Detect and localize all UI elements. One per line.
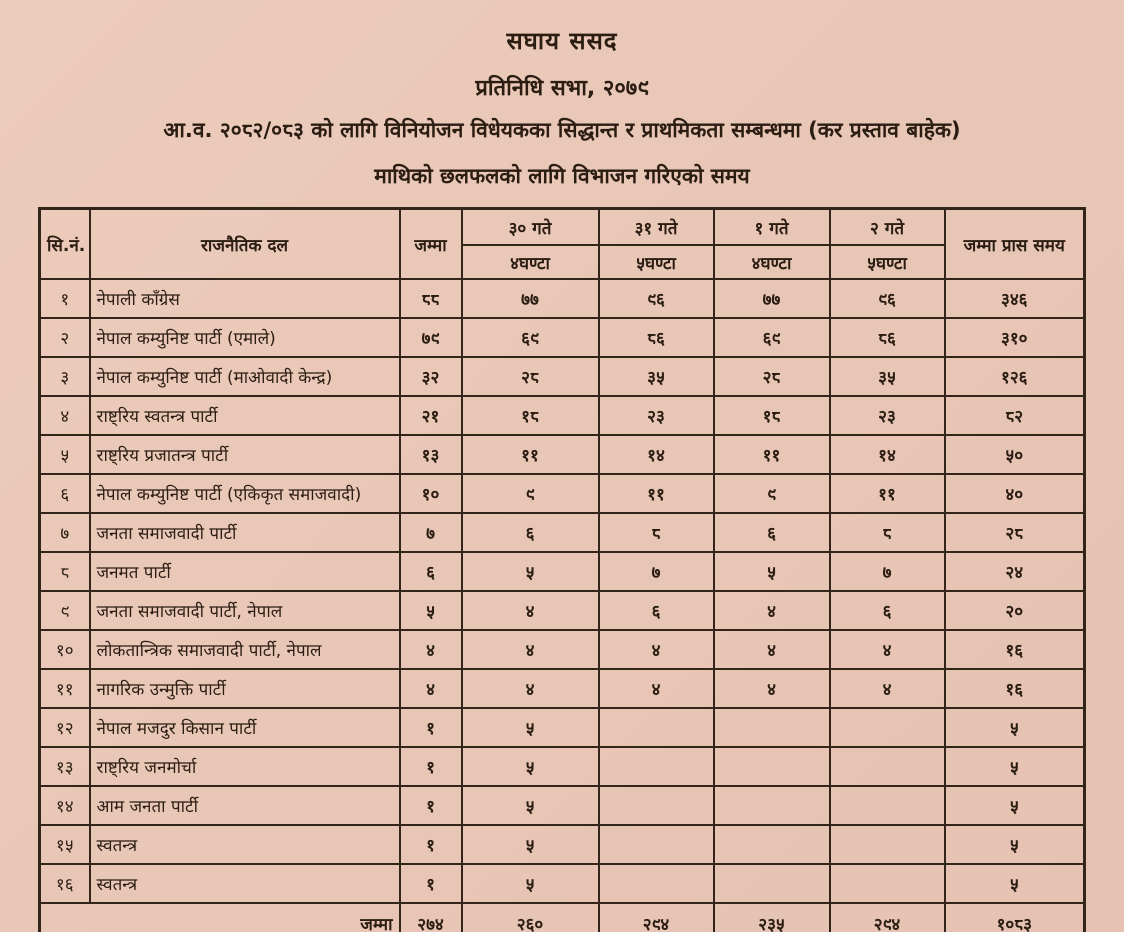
total-row bbox=[40, 903, 1085, 932]
cell-total: ८८ bbox=[400, 279, 462, 318]
cell-party: जनता समाजवादी पार्टी, नेपाल bbox=[90, 591, 400, 630]
cell-day30: ६९ bbox=[462, 318, 599, 357]
cell-day1: २८ bbox=[714, 357, 830, 396]
cell-grand-total: २८ bbox=[945, 513, 1085, 552]
cell-grand-total: ५ bbox=[945, 747, 1085, 786]
cell-day2: ४ bbox=[830, 630, 945, 669]
cell-grand-total: १२६ bbox=[945, 357, 1085, 396]
cell-sn: १६ bbox=[40, 864, 90, 903]
header-hours-1: ४घण्टा bbox=[714, 245, 830, 279]
table-header bbox=[40, 209, 1085, 280]
cell-sn: २ bbox=[40, 318, 90, 357]
cell-day31 bbox=[599, 786, 714, 825]
cell-day31 bbox=[599, 708, 714, 747]
cell-sn: ३ bbox=[40, 357, 90, 396]
cell-total: १ bbox=[400, 825, 462, 864]
cell-grand-total: ४० bbox=[945, 474, 1085, 513]
cell-day2 bbox=[830, 747, 945, 786]
cell-day1: ५ bbox=[714, 552, 830, 591]
cell-total: १० bbox=[400, 474, 462, 513]
cell-day30: ४ bbox=[462, 630, 599, 669]
cell-grand-total: ३१० bbox=[945, 318, 1085, 357]
cell-total: ७ bbox=[400, 513, 462, 552]
cell-party: स्वतन्त्र bbox=[90, 825, 400, 864]
cell-party: नेपाल मजदुर किसान पार्टी bbox=[90, 708, 400, 747]
cell-day2: ८६ bbox=[830, 318, 945, 357]
cell-day30: ५ bbox=[462, 708, 599, 747]
table-row bbox=[40, 864, 1085, 903]
header-date-30: ३० गते bbox=[462, 209, 599, 246]
header-hours-2: ५घण्टा bbox=[830, 245, 945, 279]
cell-day2: ८ bbox=[830, 513, 945, 552]
header-sn: सि.नं. bbox=[40, 209, 90, 280]
cell-day2 bbox=[830, 786, 945, 825]
cell-grand-total: ५ bbox=[945, 786, 1085, 825]
table-row bbox=[40, 396, 1085, 435]
cell-day1: ७७ bbox=[714, 279, 830, 318]
table-row bbox=[40, 279, 1085, 318]
cell-sn: १३ bbox=[40, 747, 90, 786]
cell-party: नेपाल कम्युनिष्ट पार्टी (माओवादी केन्द्र) bbox=[90, 357, 400, 396]
cell-day1: ११ bbox=[714, 435, 830, 474]
header-grand-total: जम्मा प्रास समय bbox=[945, 209, 1085, 280]
total-grand: १०८३ bbox=[945, 903, 1085, 932]
table-row bbox=[40, 513, 1085, 552]
total-label: जम्मा bbox=[40, 903, 400, 932]
cell-day1: ४ bbox=[714, 630, 830, 669]
total-day31: २९४ bbox=[599, 903, 714, 932]
cell-day1 bbox=[714, 747, 830, 786]
cell-sn: ११ bbox=[40, 669, 90, 708]
cell-day2 bbox=[830, 708, 945, 747]
cell-day2: ११ bbox=[830, 474, 945, 513]
table-row bbox=[40, 708, 1085, 747]
header-date-1: १ गते bbox=[714, 209, 830, 246]
cell-sn: ९ bbox=[40, 591, 90, 630]
cell-day1: ६ bbox=[714, 513, 830, 552]
cell-day31: ३५ bbox=[599, 357, 714, 396]
cell-day30: ११ bbox=[462, 435, 599, 474]
cell-day30: २८ bbox=[462, 357, 599, 396]
cell-sn: १५ bbox=[40, 825, 90, 864]
total-day2: २९४ bbox=[830, 903, 945, 932]
cell-party: स्वतन्त्र bbox=[90, 864, 400, 903]
cell-day30: ५ bbox=[462, 825, 599, 864]
header-hours-30: ४घण्टा bbox=[462, 245, 599, 279]
cell-sn: १ bbox=[40, 279, 90, 318]
cell-sn: ८ bbox=[40, 552, 90, 591]
cell-sn: ४ bbox=[40, 396, 90, 435]
total-day30: २६० bbox=[462, 903, 599, 932]
table-row bbox=[40, 825, 1085, 864]
cell-sn: १२ bbox=[40, 708, 90, 747]
cell-day1: १८ bbox=[714, 396, 830, 435]
header-total: जम्मा bbox=[400, 209, 462, 280]
cell-day2: ४ bbox=[830, 669, 945, 708]
cell-day30: ४ bbox=[462, 669, 599, 708]
document-subtitle: प्रतिनिधि सभा, २०७९ bbox=[475, 76, 649, 101]
cell-day2: ६ bbox=[830, 591, 945, 630]
cell-total: ५ bbox=[400, 591, 462, 630]
total-day1: २३५ bbox=[714, 903, 830, 932]
cell-grand-total: ५० bbox=[945, 435, 1085, 474]
cell-day2: २३ bbox=[830, 396, 945, 435]
cell-day31: ९६ bbox=[599, 279, 714, 318]
cell-party: जनमत पार्टी bbox=[90, 552, 400, 591]
cell-grand-total: ३४६ bbox=[945, 279, 1085, 318]
cell-grand-total: १६ bbox=[945, 669, 1085, 708]
document-heading-line1: आ.व. २०८२/०८३ को लागि विनियोजन विधेयकका सिद्धान्त र प्राथमिकता सम्बन्धमा (कर प्रस्ताव बाहेक) bbox=[163, 118, 961, 142]
cell-total: ४ bbox=[400, 669, 462, 708]
cell-party: नेपाल कम्युनिष्ट पार्टी (एमाले) bbox=[90, 318, 400, 357]
cell-sn: १० bbox=[40, 630, 90, 669]
cell-total: ३२ bbox=[400, 357, 462, 396]
cell-day1: ४ bbox=[714, 591, 830, 630]
cell-day31: ४ bbox=[599, 630, 714, 669]
table-row bbox=[40, 669, 1085, 708]
cell-day1 bbox=[714, 825, 830, 864]
total-seats: २७४ bbox=[400, 903, 462, 932]
table-row bbox=[40, 747, 1085, 786]
cell-day1 bbox=[714, 864, 830, 903]
header-date-2: २ गते bbox=[830, 209, 945, 246]
cell-day2: ७ bbox=[830, 552, 945, 591]
cell-grand-total: ८२ bbox=[945, 396, 1085, 435]
table-row bbox=[40, 786, 1085, 825]
cell-sn: ५ bbox=[40, 435, 90, 474]
cell-day1 bbox=[714, 708, 830, 747]
cell-day30: ५ bbox=[462, 747, 599, 786]
cell-day2: ९६ bbox=[830, 279, 945, 318]
cell-day31 bbox=[599, 747, 714, 786]
cell-day31: ११ bbox=[599, 474, 714, 513]
cell-day30: ४ bbox=[462, 591, 599, 630]
cell-day30: ५ bbox=[462, 864, 599, 903]
cell-total: १ bbox=[400, 864, 462, 903]
cell-total: १ bbox=[400, 786, 462, 825]
cell-day1: ९ bbox=[714, 474, 830, 513]
header-hours-31: ५घण्टा bbox=[599, 245, 714, 279]
cell-day2: ३५ bbox=[830, 357, 945, 396]
table-row bbox=[40, 552, 1085, 591]
table-footer bbox=[40, 903, 1085, 932]
cell-day1 bbox=[714, 786, 830, 825]
cell-day1: ४ bbox=[714, 669, 830, 708]
cell-grand-total: १६ bbox=[945, 630, 1085, 669]
cell-day31 bbox=[599, 825, 714, 864]
cell-party: नेपाल कम्युनिष्ट पार्टी (एकिकृत समाजवादी) bbox=[90, 474, 400, 513]
header-party: राजनैतिक दल bbox=[90, 209, 400, 280]
table-row bbox=[40, 630, 1085, 669]
cell-day31: ८६ bbox=[599, 318, 714, 357]
cell-grand-total: २० bbox=[945, 591, 1085, 630]
cell-day30: ५ bbox=[462, 786, 599, 825]
cell-grand-total: २४ bbox=[945, 552, 1085, 591]
cell-day1: ६९ bbox=[714, 318, 830, 357]
cell-day31: २३ bbox=[599, 396, 714, 435]
time-allocation-table bbox=[38, 207, 1086, 932]
cell-party: राष्ट्रिय स्वतन्त्र पार्टी bbox=[90, 396, 400, 435]
cell-grand-total: ५ bbox=[945, 864, 1085, 903]
cell-party: राष्ट्रिय प्रजातन्त्र पार्टी bbox=[90, 435, 400, 474]
cell-day2 bbox=[830, 864, 945, 903]
cell-party: जनता समाजवादी पार्टी bbox=[90, 513, 400, 552]
cell-day31: ४ bbox=[599, 669, 714, 708]
cell-day31: ७ bbox=[599, 552, 714, 591]
cell-party: लोकतान्त्रिक समाजवादी पार्टी, नेपाल bbox=[90, 630, 400, 669]
cell-day30: ६ bbox=[462, 513, 599, 552]
cell-day30: ७७ bbox=[462, 279, 599, 318]
cell-party: राष्ट्रिय जनमोर्चा bbox=[90, 747, 400, 786]
document-title: सघाय ससद bbox=[506, 27, 618, 55]
cell-party: नागरिक उन्मुक्ति पार्टी bbox=[90, 669, 400, 708]
cell-grand-total: ५ bbox=[945, 708, 1085, 747]
cell-day30: ९ bbox=[462, 474, 599, 513]
cell-day2 bbox=[830, 825, 945, 864]
cell-total: १३ bbox=[400, 435, 462, 474]
cell-grand-total: ५ bbox=[945, 825, 1085, 864]
cell-day30: १८ bbox=[462, 396, 599, 435]
cell-total: ४ bbox=[400, 630, 462, 669]
cell-total: १ bbox=[400, 747, 462, 786]
document-heading-line2: माथिको छलफलको लागि विभाजन गरिएको समय bbox=[374, 164, 750, 188]
cell-total: ७९ bbox=[400, 318, 462, 357]
cell-sn: ६ bbox=[40, 474, 90, 513]
header-date-31: ३१ गते bbox=[599, 209, 714, 246]
cell-total: २१ bbox=[400, 396, 462, 435]
cell-party: आम जनता पार्टी bbox=[90, 786, 400, 825]
cell-sn: १४ bbox=[40, 786, 90, 825]
table-row bbox=[40, 357, 1085, 396]
table-row bbox=[40, 435, 1085, 474]
table-body bbox=[40, 279, 1085, 903]
cell-day2: १४ bbox=[830, 435, 945, 474]
cell-day31 bbox=[599, 864, 714, 903]
cell-total: १ bbox=[400, 708, 462, 747]
cell-day31: १४ bbox=[599, 435, 714, 474]
cell-day31: ६ bbox=[599, 591, 714, 630]
table-row bbox=[40, 318, 1085, 357]
cell-day30: ५ bbox=[462, 552, 599, 591]
cell-total: ६ bbox=[400, 552, 462, 591]
table-row bbox=[40, 474, 1085, 513]
cell-day31: ८ bbox=[599, 513, 714, 552]
cell-sn: ७ bbox=[40, 513, 90, 552]
cell-party: नेपाली काँग्रेस bbox=[90, 279, 400, 318]
table-row bbox=[40, 591, 1085, 630]
